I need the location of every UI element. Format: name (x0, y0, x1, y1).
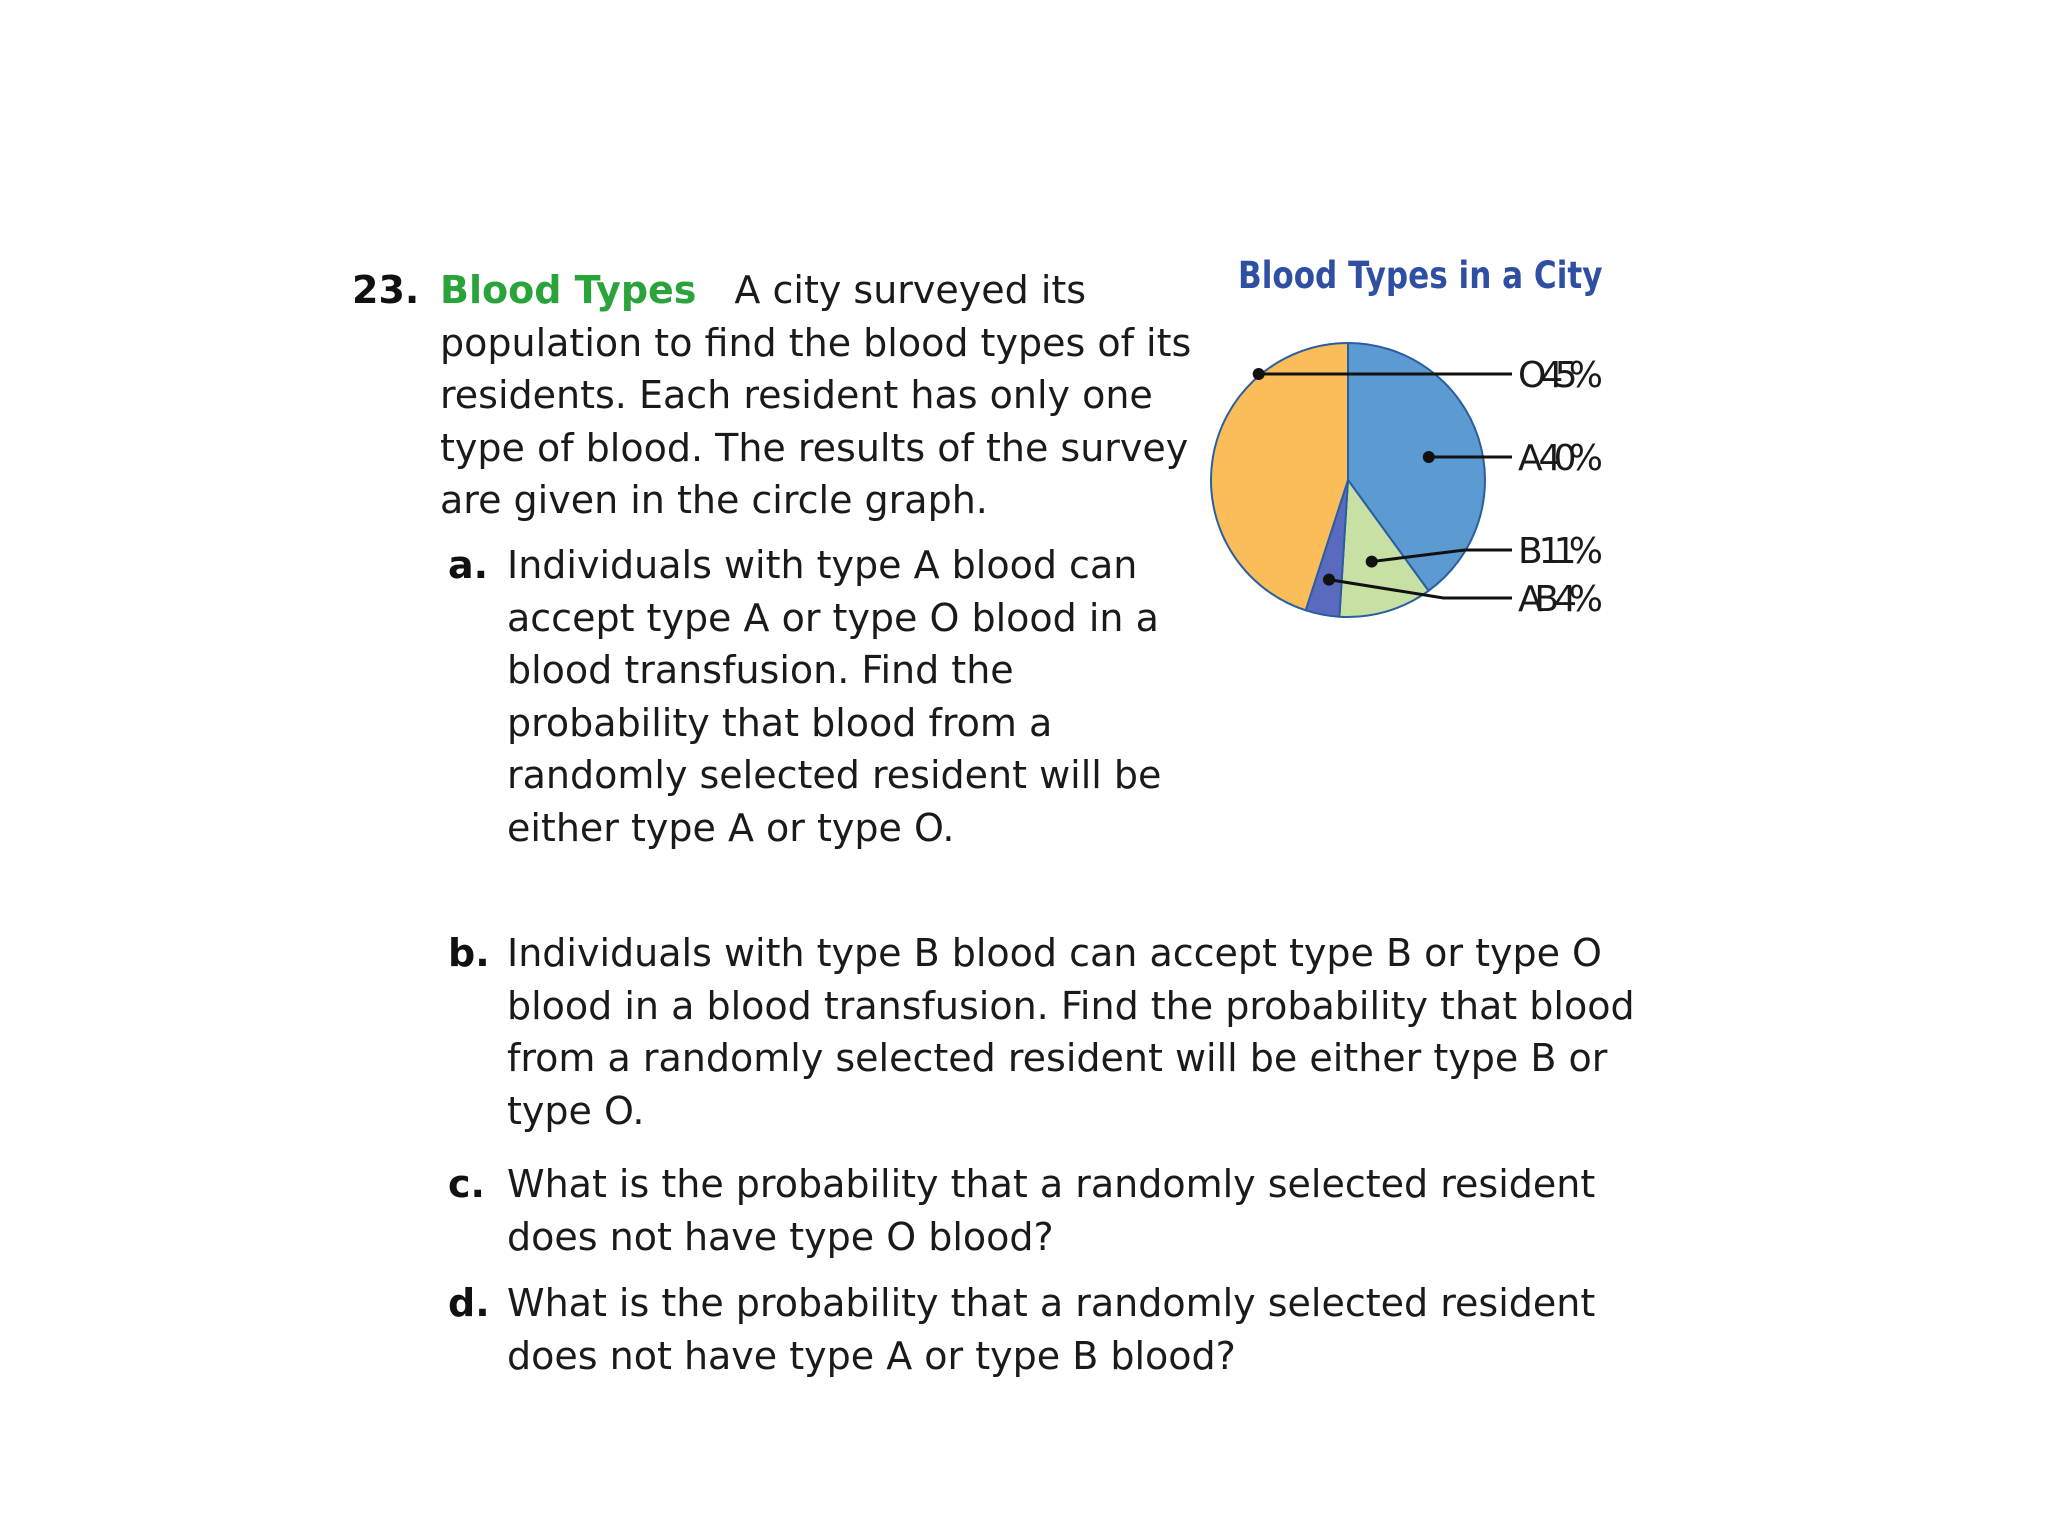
part-c (448, 1158, 1668, 1263)
part-b-text: Individuals with type B blood can accept type B or type O blood in a blood transfusion. Find the probability that blood from a randomly selected resident will be either type B or type O. (507, 931, 1635, 1133)
leader-dot (1366, 556, 1378, 568)
label-o: O 45% (1518, 355, 1603, 396)
part-b-letter: b. (448, 931, 490, 975)
part-d-text: What is the probability that a randomly selected resident does not have type A or type B blood? (507, 1281, 1596, 1378)
blood-types-chart (1200, 254, 1660, 634)
exercise-intro (352, 264, 1212, 527)
intro-text: A city surveyed its population to find the blood types of its residents. Each resident has only one type of blood. The results of the survey are given in the circle graph. (440, 268, 1192, 522)
intro-paragraph (440, 264, 1210, 527)
part-d-letter: d. (448, 1281, 490, 1325)
exercise-number: 23. (352, 268, 420, 312)
leader-dot (1253, 368, 1265, 380)
pie-chart (1200, 254, 1660, 634)
exercise-topic: Blood Types (440, 268, 697, 312)
leader-dot (1323, 574, 1335, 586)
part-c-letter: c. (448, 1162, 485, 1206)
part-c-text: What is the probability that a randomly selected resident does not have type O blood? (507, 1162, 1596, 1259)
part-a-letter: a. (448, 543, 489, 587)
label-ab: AB 4% (1518, 579, 1603, 620)
chart-title: Blood Types in a City (1238, 254, 1603, 297)
label-b: B 11% (1518, 531, 1603, 572)
part-a (448, 539, 1168, 854)
part-a-text: Individuals with type A blood can accept type A or type O blood in a blood transfusion. Find the probability that blood from a randomly selected resident will be either type A or type O. (507, 543, 1162, 850)
leader-dot (1423, 451, 1435, 463)
label-a: A 40% (1518, 438, 1603, 479)
part-b (448, 927, 1668, 1137)
part-d (448, 1277, 1668, 1382)
